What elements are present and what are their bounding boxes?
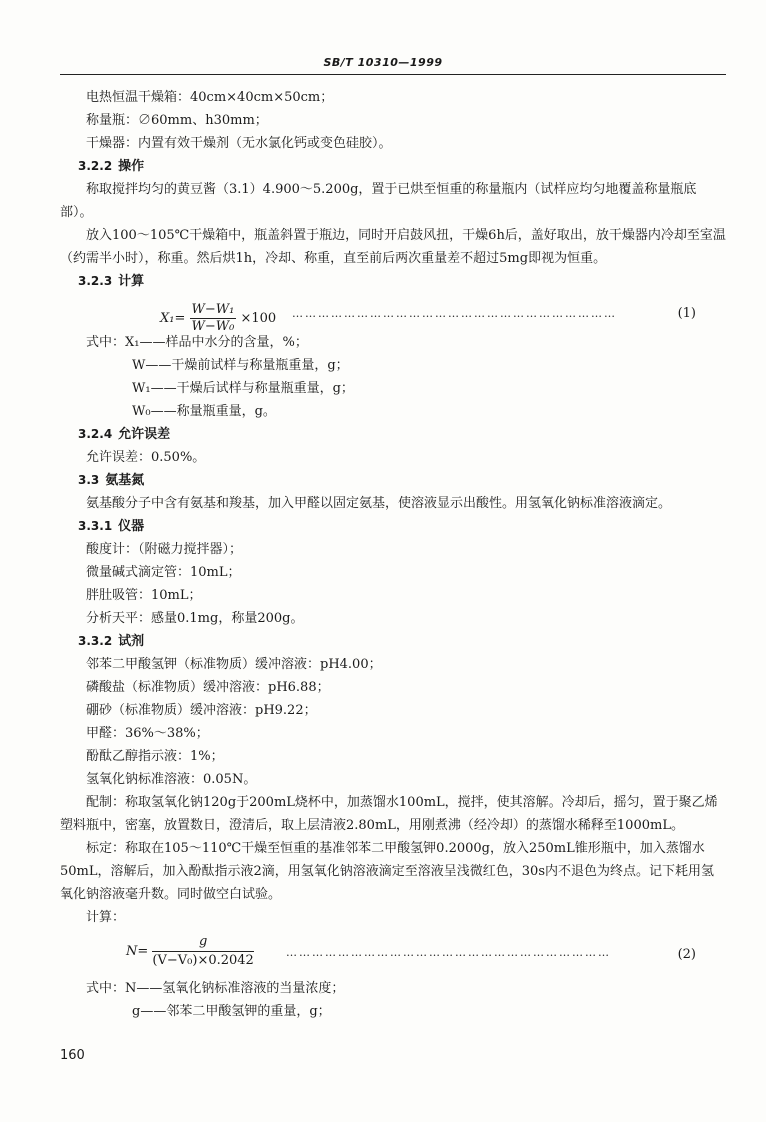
paragraph: 放入100～105℃干燥箱中，瓶盖斜置于瓶边，同时开启鼓风扭，干燥6h后，盖好取出，放干燥器内冷却至室温（约需半小时），称重。然后烘1h，冷却、称重，直至前后两次重量差不超过5mg即视为恒重。 (60, 228, 726, 266)
leader-dots: ………………………………………………………………… (292, 307, 617, 320)
paragraph: 标定：称取在105～110℃干燥至恒重的基准邻苯二甲酸氢钾0.2000g，放入250mL锥形瓶中，加入蒸馏水50mL，溶解后，加入酚酞指示液2滴，用氢氧化钠溶液滴定至溶液呈浅微红色，30s内不退色为终点。记下耗用氢氧化钠溶液毫升数。同时做空白试验。 (60, 841, 714, 902)
definition-line: W——干燥前试样与称量瓶重量，g； (132, 358, 349, 373)
formula-lhs: N= (126, 944, 149, 959)
list-item: 胖肚吸管：10mL； (86, 588, 202, 603)
list-item: 酸度计：（附磁力搅拌器）； (86, 542, 243, 557)
section-number: 3.2.3 (78, 274, 113, 288)
definition-line: W₁——干燥后试样与称量瓶重量，g； (132, 381, 354, 396)
text-line: 允许误差：0.50%。 (86, 450, 206, 465)
section-number: 3.3 (78, 473, 100, 487)
section-title: 操作 (118, 159, 145, 174)
definition-line: g——邻苯二甲酸氢钾的重量，g； (132, 1004, 331, 1019)
section-heading-3-3-1 (60, 515, 726, 538)
formula-2 (60, 929, 726, 977)
section-number: 3.2.2 (78, 159, 113, 173)
list-item: 硼砂（标准物质）缓冲溶液：pH9.22； (86, 703, 317, 718)
section-title: 仪器 (118, 519, 145, 534)
list-item: 微量碱式滴定管：10mL； (86, 565, 241, 580)
section-title: 氨基氮 (105, 473, 145, 488)
section-heading-3-3-2 (60, 630, 726, 653)
fraction-denominator: (V−V₀)×0.2042 (152, 953, 254, 968)
section-heading-3-3 (60, 469, 726, 492)
definition-line: W₀——称量瓶重量，g。 (132, 404, 276, 419)
section-title: 计算 (118, 274, 145, 289)
fraction-numerator: g (152, 933, 253, 952)
text-line: 称量瓶：∅60mm、h30mm； (86, 113, 268, 128)
paragraph: 氨基酸分子中含有氨基和羧基，加入甲醛以固定氨基，使溶液显示出酸性。用氢氧化钠标准溶液滴定。 (86, 496, 672, 511)
list-item: 磷酸盐（标准物质）缓冲溶液：pH6.88； (86, 680, 330, 695)
text-line: 计算： (86, 910, 126, 925)
section-heading-3-2-4 (60, 423, 726, 446)
section-heading-3-2-3 (60, 270, 726, 293)
section-number: 3.3.2 (78, 634, 113, 648)
formula-number: (1) (677, 306, 696, 321)
definition-line: 式中：X₁——样品中水分的含量，%； (86, 335, 308, 350)
variable-definitions (60, 331, 726, 423)
fraction-numerator: W−W₁ (191, 302, 235, 317)
formula-expression (126, 933, 254, 970)
fraction-denominator: W−W₀ (191, 319, 235, 334)
document-code-header: SB/T 10310—1999 (323, 56, 443, 69)
section-number: 3.2.4 (78, 427, 113, 441)
section-title: 允许误差 (118, 427, 171, 442)
paragraph: 配制：称取氢氧化钠120g于200mL烧杯中，加蒸馏水100mL，搅拌，使其溶解。冷却后，摇匀，置于聚乙烯塑料瓶中，密塞，放置数日，澄清后，取上层清液2.80mL，用刚煮沸（经冷却）的蒸馏水稀释至1000mL。 (60, 795, 718, 833)
formula-1 (60, 293, 726, 334)
text-line: 干燥器：内置有效干燥剂（无水氯化钙或变色硅胶）。 (86, 136, 392, 151)
list-item: 酚酞乙醇指示液：1%； (86, 749, 224, 764)
paragraph: 称取搅拌均匀的黄豆酱（3.1）4.900～5.200g，置于已烘至恒重的称量瓶内（试样应均匀地覆盖称量瓶底部）。 (60, 182, 697, 220)
list-item: 甲醛：36%～38%； (86, 726, 209, 741)
section-heading-3-2-2 (60, 155, 726, 178)
leader-dots: ………………………………………………………………… (286, 946, 611, 959)
page-body (60, 86, 726, 1023)
list-item: 分析天平：感量0.1mg，称量200g。 (86, 611, 304, 626)
definition-line: 式中：N——氢氧化钠标准溶液的当量浓度； (86, 981, 345, 996)
formula-fraction (190, 302, 237, 335)
formula-expression (160, 302, 276, 335)
list-item: 邻苯二甲酸氢钾（标准物质）缓冲溶液：pH4.00； (86, 657, 382, 672)
section-title: 试剂 (118, 634, 145, 649)
section-number: 3.3.1 (78, 519, 113, 533)
formula-fraction (152, 933, 253, 970)
variable-definitions (60, 977, 726, 1023)
list-item: 氢氧化钠标准溶液：0.05N。 (86, 772, 257, 787)
formula-number: (2) (677, 947, 696, 962)
formula-multiplier: ×100 (240, 311, 277, 326)
header-rule (60, 74, 726, 75)
formula-lhs: X₁= (160, 311, 186, 326)
text-line: 电热恒温干燥箱：40cm×40cm×50cm； (86, 90, 334, 105)
page-number: 160 (60, 1048, 85, 1063)
